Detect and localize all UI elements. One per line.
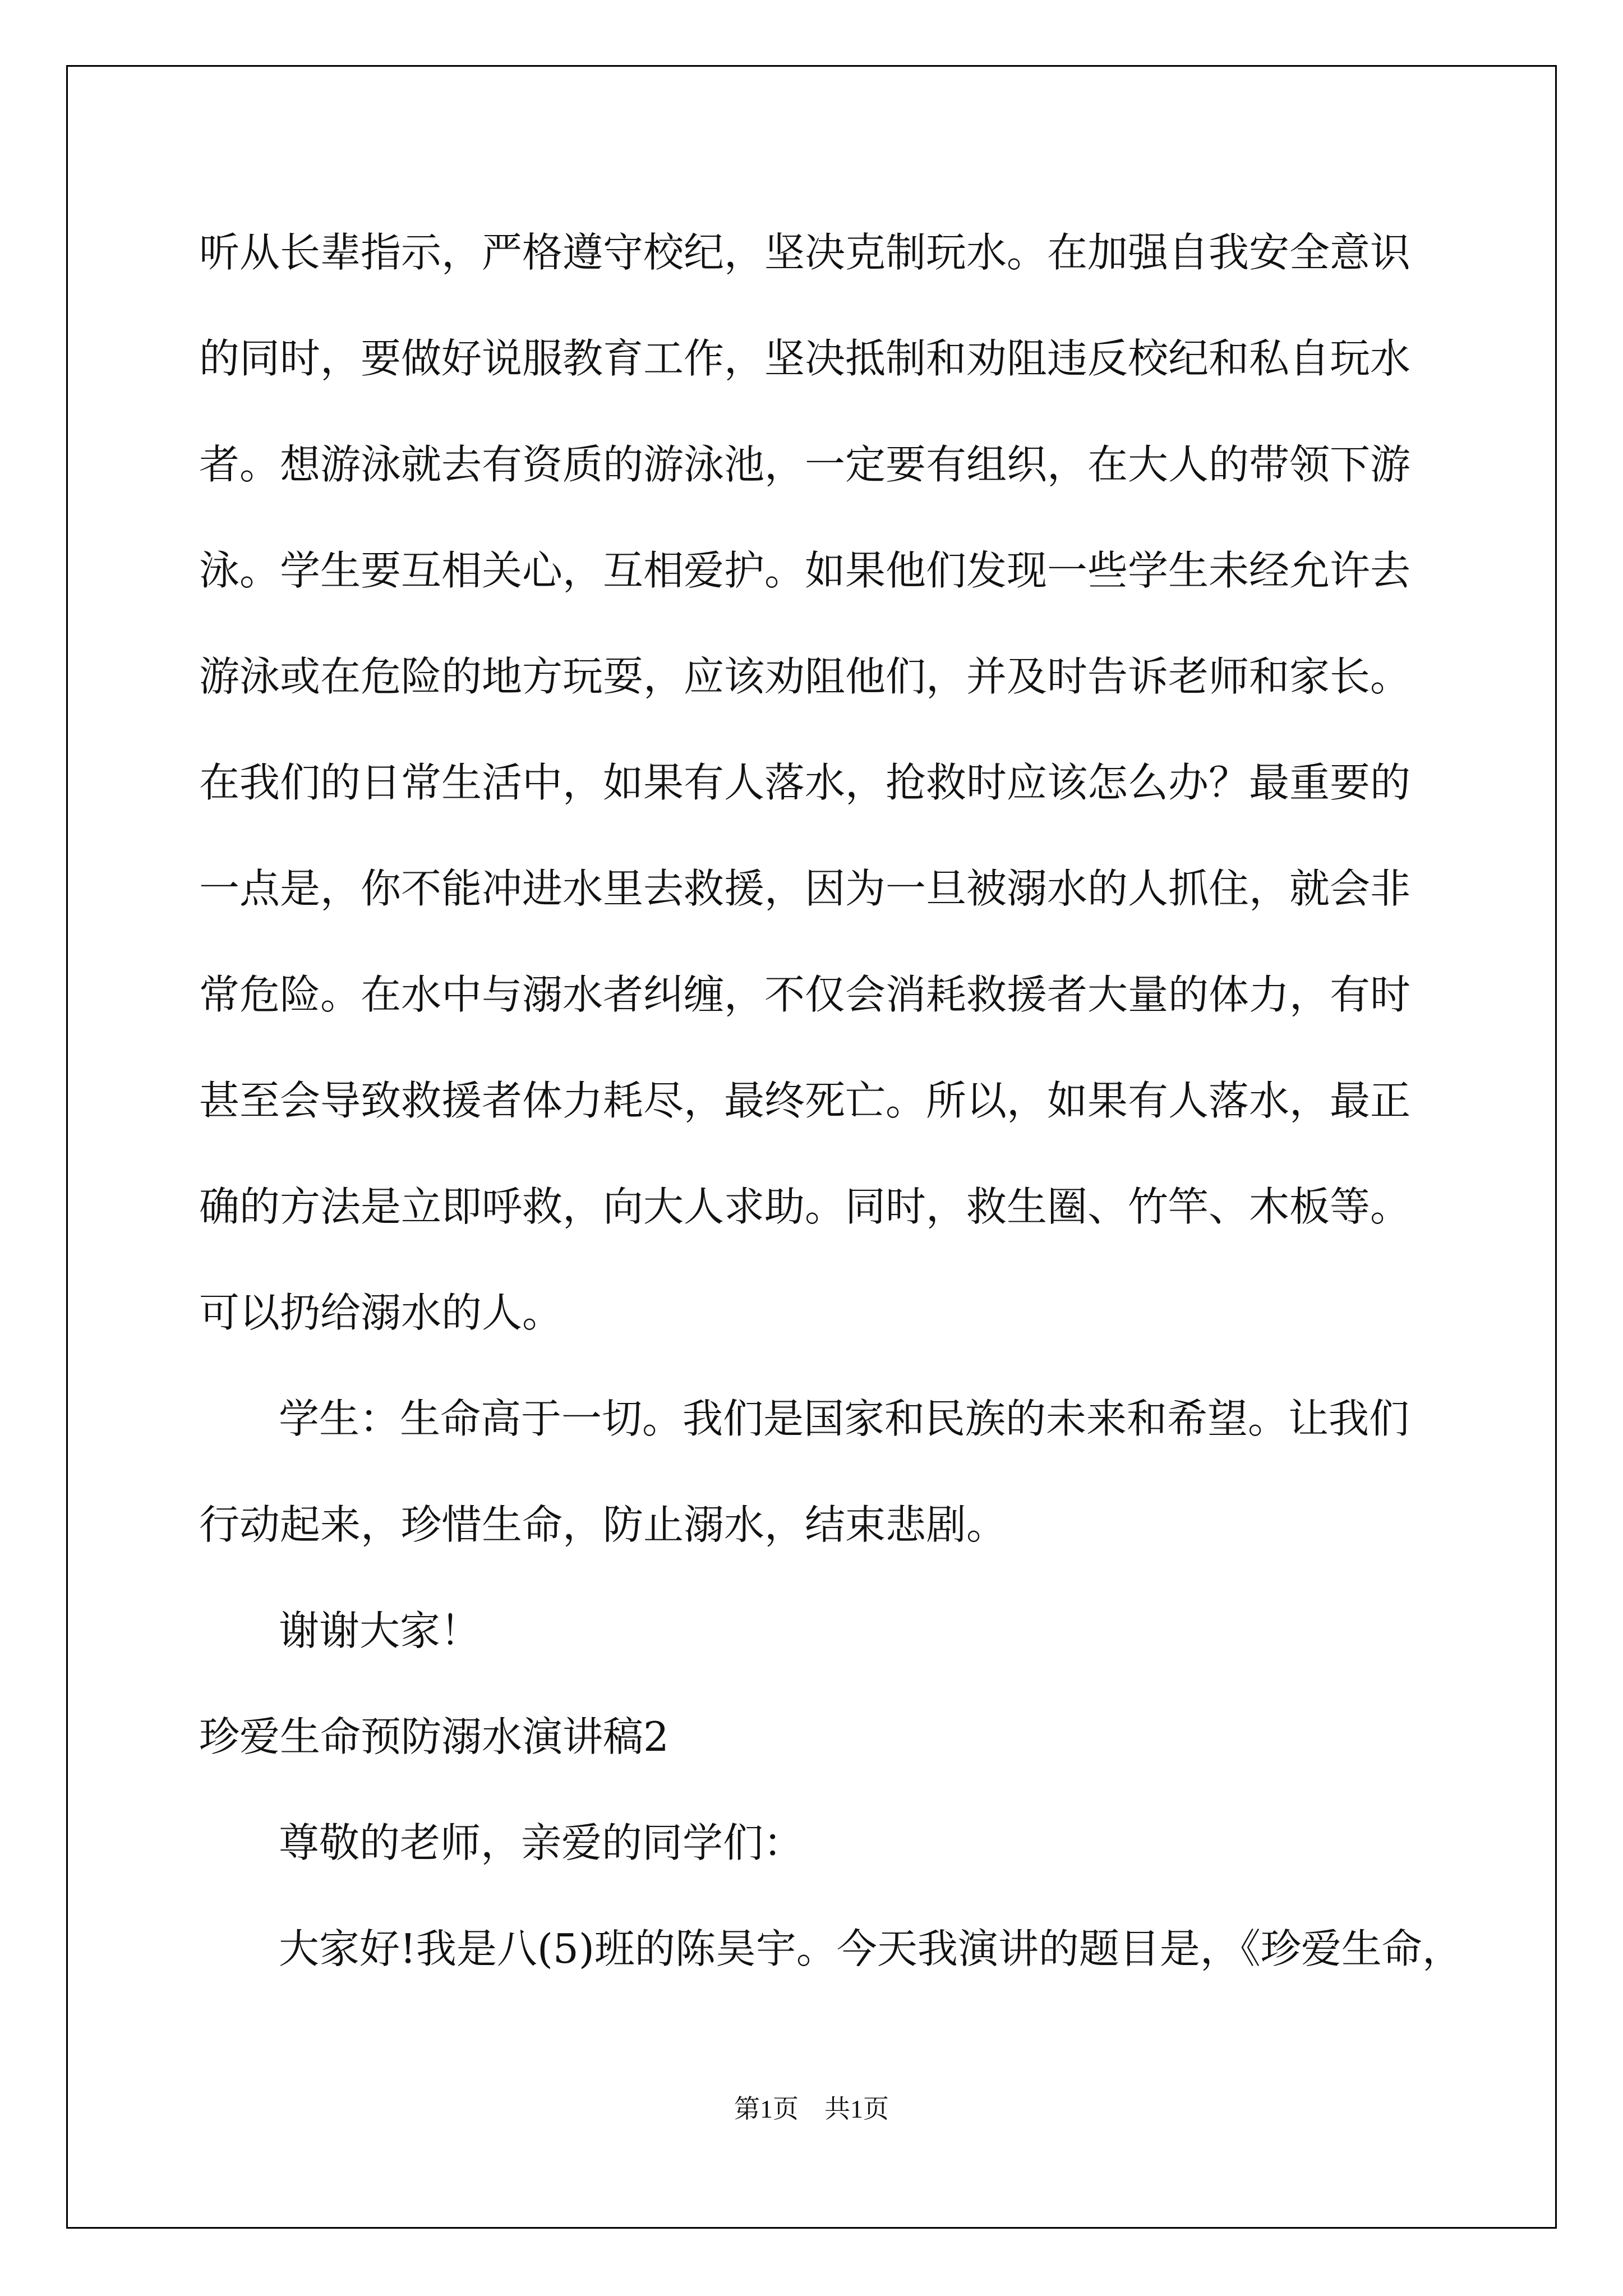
body-text-line: 在我们的日常生活中，如果有人落水，抢救时应该怎么办？最重要的: [199, 759, 1411, 806]
body-text-line: 听从长辈指示，严格遵守校纪，坚决克制玩水。在加强自我安全意识: [199, 229, 1411, 276]
body-text-line: 游泳或在危险的地方玩耍，应该劝阻他们，并及时告诉老师和家长。: [199, 653, 1411, 700]
body-text-line: 尊敬的老师，亲爱的同学们：: [279, 1819, 804, 1866]
section-heading: 珍爱生命预防溺水演讲稿2: [199, 1713, 669, 1760]
body-text-line: 者。想游泳就去有资质的游泳池，一定要有组织，在大人的带领下游: [199, 441, 1411, 488]
body-text-line: 确的方法是立即呼救，向大人求助。同时，救生圈、竹竿、木板等。: [199, 1183, 1411, 1230]
page-number-footer: 第1页 共1页: [734, 2095, 889, 2123]
body-text-line: 可以扔给溺水的人。: [199, 1289, 563, 1336]
body-text-line: 的同时，要做好说服教育工作，坚决抵制和劝阻违反校纪和私自玩水: [199, 335, 1411, 382]
body-text-line: 行动起来，珍惜生命，防止溺水，结束悲剧。: [199, 1501, 1007, 1548]
body-text-line: 大家好!我是八(5)班的陈昊宇。今天我演讲的题目是，《珍爱生命，: [279, 1925, 1463, 1972]
body-text-line: 学生：生命高于一切。我们是国家和民族的未来和希望。让我们: [279, 1395, 1410, 1442]
body-text-line: 谢谢大家！: [279, 1607, 481, 1654]
body-text-line: 一点是，你不能冲进水里去救援，因为一旦被溺水的人抓住，就会非: [199, 865, 1411, 912]
body-text-line: 泳。学生要互相关心，互相爱护。如果他们发现一些学生未经允许去: [199, 547, 1411, 594]
body-text-line: 常危险。在水中与溺水者纠缠，不仅会消耗救援者大量的体力，有时: [199, 971, 1411, 1018]
page-border: [66, 65, 1557, 2229]
body-text-line: 甚至会导致救援者体力耗尽，最终死亡。所以，如果有人落水，最正: [199, 1077, 1411, 1124]
